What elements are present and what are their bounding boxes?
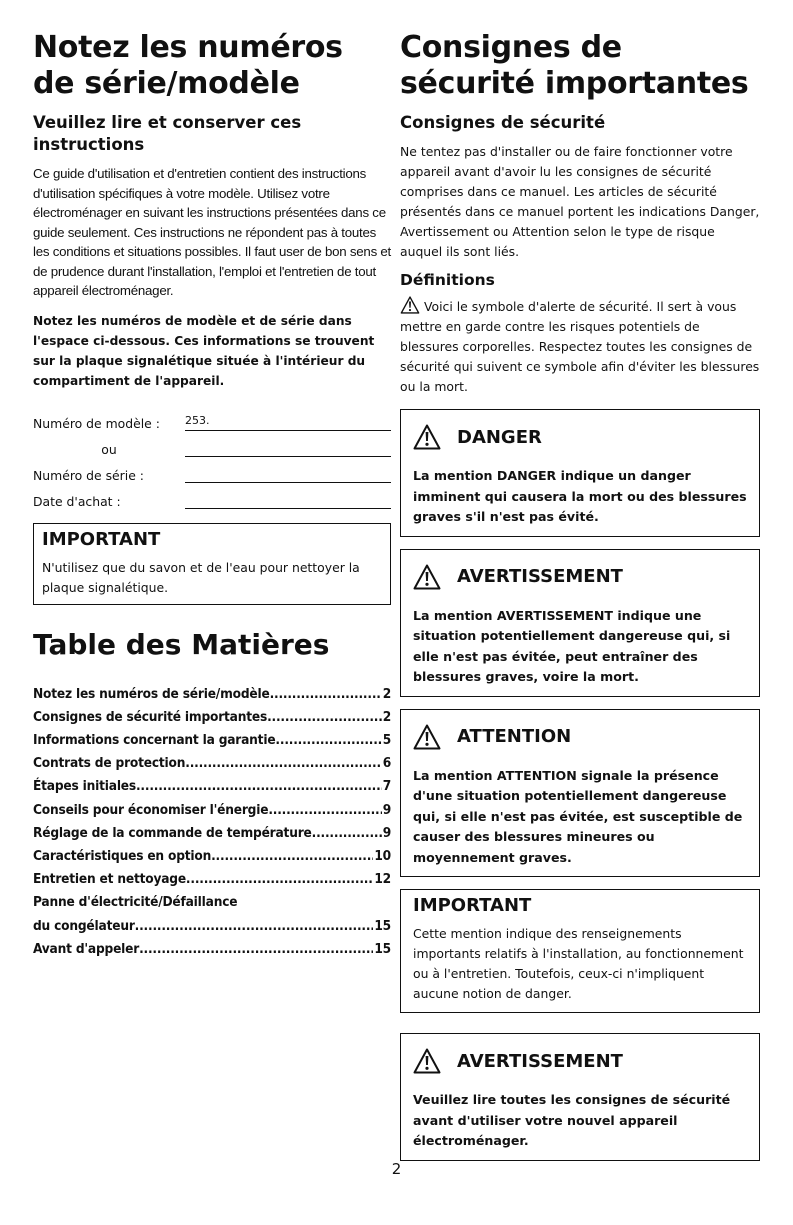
warning2-title: AVERTISSEMENT bbox=[457, 1050, 623, 1072]
warning2-alert-icon bbox=[413, 1048, 441, 1074]
toc-entry-title: Conseils pour économiser l'énergie bbox=[33, 801, 269, 818]
purchase-date-field bbox=[33, 483, 391, 509]
toc-entry bbox=[33, 915, 391, 938]
toc-entry-page: 2 bbox=[382, 685, 391, 702]
toc-entry-title: Avant d'appeler bbox=[33, 940, 140, 957]
toc-entry bbox=[33, 683, 391, 706]
toc-entry-page: 15 bbox=[374, 940, 391, 957]
serial-number-field bbox=[33, 457, 391, 483]
intro-paragraph: Ce guide d'utilisation et d'entretien contient des instructions d'utilisation spécifiques à votre modèle. Utilisez votre électroménager en suivant les instructions présentées dans ce guide seulement. Ces instructions ne répondent pas à toutes les conditions et situations possibles. Il faut user de bon sens et de prudence durant l'installation, l'emploi et l'entretien de tout appareil électroménager. bbox=[33, 166, 391, 298]
purchase-date-line bbox=[185, 491, 391, 509]
toc-entry bbox=[33, 822, 391, 845]
toc-entry-title: Contrats de protection bbox=[33, 755, 186, 772]
definitions-text: Voici le symbole d'alerte de sécurité. Il sert à vous mettre en garde contre les risques potentiels de blessures corporelles. Respectez toutes les consignes de sécurité qui suivent ce symbole afin d'éviter les blessures ou la mort. bbox=[400, 299, 760, 394]
caution-title: ATTENTION bbox=[457, 726, 572, 747]
safety-title: Consignes de sécurité importantes bbox=[400, 30, 749, 101]
toc-entry-page: 10 bbox=[374, 847, 391, 864]
serial-number-line bbox=[185, 465, 391, 483]
toc-entry bbox=[33, 775, 391, 798]
warning2-box bbox=[400, 1033, 760, 1161]
toc-entry-title: Étapes initiales bbox=[33, 778, 136, 795]
toc-entry-page: 6 bbox=[382, 755, 391, 772]
purchase-date-label: Date d'achat : bbox=[33, 493, 121, 509]
toc-entry-page: 9 bbox=[382, 801, 391, 818]
page-number: 2 bbox=[391, 1160, 402, 1178]
toc-entry-page: 9 bbox=[382, 824, 391, 841]
toc-entry-page: 7 bbox=[382, 778, 391, 795]
left-column bbox=[33, 30, 391, 961]
record-numbers-note: Notez les numéros de modèle et de série dans l'espace ci-dessous. Ces informations se trouvent sur la plaque signalétique située à l'intérieur du compartiment de l'appareil. bbox=[33, 313, 375, 388]
toc-entry-page: 5 bbox=[382, 731, 391, 748]
toc-entry-title: Notez les numéros de série/modèle bbox=[33, 685, 270, 702]
model-number-label: Numéro de modèle : bbox=[33, 415, 160, 431]
toc-entry bbox=[33, 729, 391, 752]
toc-entry-page: 2 bbox=[382, 708, 391, 725]
toc-leader-dots bbox=[185, 752, 381, 775]
warning-text: La mention AVERTISSEMENT indique une situation potentiellement dangereuse qui, si elle n'est pas évitée, peut entraîner des blessures graves, voire la mort. bbox=[413, 607, 731, 684]
toc-leader-dots bbox=[136, 775, 382, 798]
instructions-subtitle: Veuillez lire et conserver ces instructions bbox=[33, 113, 302, 154]
serial-number-label: Numéro de série : bbox=[33, 467, 144, 483]
or-label: ou bbox=[101, 441, 117, 457]
toc-leader-dots bbox=[270, 683, 382, 706]
important-title-left: IMPORTANT bbox=[42, 528, 161, 550]
toc-leader-dots bbox=[268, 799, 381, 822]
important-text-left: N'utilisez que du savon et de l'eau pour nettoyer la plaque signalétique. bbox=[42, 559, 360, 595]
caution-alert-icon bbox=[413, 724, 441, 750]
toc-leader-dots bbox=[275, 729, 381, 752]
or-row bbox=[33, 431, 391, 457]
toc-entry bbox=[33, 938, 391, 961]
danger-alert-icon bbox=[413, 424, 441, 450]
warning2-text: Veuillez lire toutes les consignes de sécurité avant d'utiliser votre nouvel appareil électroménager. bbox=[413, 1092, 731, 1148]
toc-entry bbox=[33, 706, 391, 729]
toc-entry-title: Consignes de sécurité importantes bbox=[33, 708, 268, 725]
toc-leader-dots bbox=[312, 822, 382, 845]
warning-alert-icon bbox=[413, 564, 441, 590]
safety-paragraph: Ne tentez pas d'installer ou de faire fonctionner votre appareil avant d'avoir lu les consignes de sécurité comprises dans ce manuel. Les articles de sécurité présentés dans ce manuel portent les indications Danger, Avertissement ou Attention selon le type de risque auquel ils sont liés. bbox=[400, 144, 760, 259]
toc-entry bbox=[33, 845, 391, 868]
toc-entry-title: Informations concernant la garantie bbox=[33, 731, 276, 748]
toc-entry-title: Panne d'électricité/Défaillance bbox=[33, 894, 238, 911]
toc-entry-title: Caractéristiques en option bbox=[33, 847, 212, 864]
right-column bbox=[400, 30, 760, 1161]
caution-box bbox=[400, 709, 760, 878]
toc-entry-title: Réglage de la commande de température bbox=[33, 824, 312, 841]
warning-box bbox=[400, 549, 760, 697]
toc-title: Table des Matières bbox=[33, 627, 330, 661]
toc-entry bbox=[33, 891, 391, 914]
toc-entry-page: 12 bbox=[374, 871, 391, 888]
toc-leader-dots bbox=[267, 706, 382, 729]
toc-entry-page: 15 bbox=[374, 917, 391, 934]
serial-model-title: Notez les numéros de série/modèle bbox=[33, 30, 343, 101]
definitions-paragraph bbox=[400, 296, 760, 397]
danger-text: La mention DANGER indique un danger imminent qui causera la mort ou des blessures graves s'il n'est pas évité. bbox=[413, 468, 747, 524]
danger-title: DANGER bbox=[457, 426, 542, 448]
important-title-right: IMPORTANT bbox=[413, 895, 532, 916]
toc-leader-dots bbox=[135, 915, 374, 938]
or-line bbox=[185, 439, 391, 457]
toc-entry bbox=[33, 752, 391, 775]
caution-text: La mention ATTENTION signale la présence d'une situation potentiellement dangereuse qui, si elle n'est pas évitée, est susceptible de causer des blessures mineures ou moyennement graves. bbox=[413, 767, 743, 865]
important-text-right: Cette mention indique des renseignements importants relatifs à l'installation, au fonctionnement ou à l'entretien. Toutefois, ceux-ci n'impliquent aucune notion de danger. bbox=[413, 926, 744, 1001]
toc-leader-dots bbox=[139, 938, 373, 961]
definitions-title: Définitions bbox=[400, 271, 495, 289]
model-number-line: 253. bbox=[185, 413, 391, 431]
toc-entry bbox=[33, 799, 391, 822]
important-box-left bbox=[33, 523, 391, 605]
toc-list bbox=[33, 683, 391, 961]
toc-leader-dots bbox=[211, 845, 373, 868]
record-fields bbox=[33, 405, 391, 509]
safety-subtitle: Consignes de sécurité bbox=[400, 113, 606, 132]
toc-leader-dots bbox=[186, 868, 373, 891]
toc-entry-title: du congélateur bbox=[33, 917, 135, 934]
toc-entry-title: Entretien et nettoyage bbox=[33, 871, 186, 888]
toc-entry bbox=[33, 868, 391, 891]
danger-box bbox=[400, 409, 760, 537]
model-number-field bbox=[33, 405, 391, 431]
safety-alert-icon bbox=[400, 296, 420, 314]
important-box-right bbox=[400, 889, 760, 1013]
warning-title: AVERTISSEMENT bbox=[457, 566, 623, 587]
